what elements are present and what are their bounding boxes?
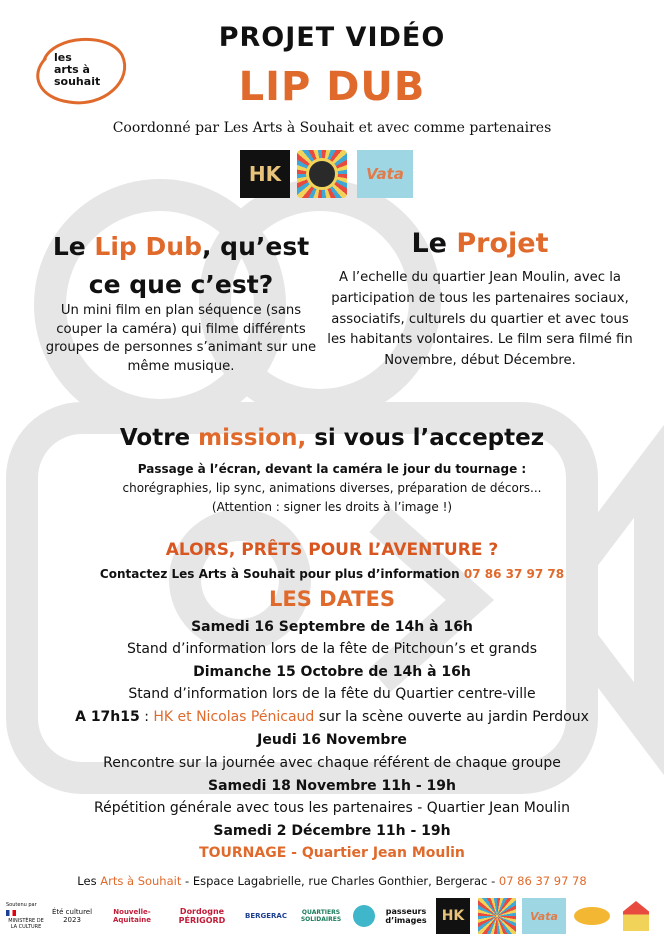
date-1-title: Samedi 16 Septembre de 14h à 16h — [191, 619, 473, 635]
date-2-title: Dimanche 15 Octobre de 14h à 16h — [193, 664, 471, 680]
logo-line-1: les — [54, 51, 72, 64]
partner-logo-center — [306, 158, 338, 190]
festival-logo — [572, 898, 612, 934]
french-flag-icon — [6, 910, 16, 916]
call-to-adventure: ALORS, PRÊTS POUR L’AVENTURE ? — [165, 540, 499, 560]
lipdub-heading — [40, 228, 322, 304]
date-5-text: TOURNAGE - Quartier Jean Moulin — [199, 845, 465, 861]
date-2-extra-who: HK et Nicolas Pénicaud — [153, 709, 315, 725]
logo-line-3: souhait — [54, 75, 101, 88]
projet-heading-highlight: Projet — [456, 228, 549, 259]
lipdub-description: Un mini film en plan séquence (sans couper la caméra) qui filme différents groupes de personnes s’animant sur une même musique. — [45, 303, 317, 374]
mission-heading-post: si vous l’acceptez — [306, 425, 545, 451]
contact-text: Contactez Les Arts à Souhait pour plus d’information — [99, 567, 464, 581]
footer-org: Arts à Souhait — [100, 874, 182, 888]
date-2-extra-time: A 17h15 — [75, 709, 140, 725]
date-5-title: Samedi 2 Décembre 11h - 19h — [213, 823, 451, 839]
festival-logo-icon — [574, 907, 610, 925]
mission-heading-highlight: mission, — [198, 425, 307, 451]
footer-address-text: - Espace Lagabrielle, rue Charles Gonthier, Bergerac - — [181, 874, 499, 888]
circle-logo-icon — [353, 905, 375, 927]
ministere-logo — [6, 898, 46, 934]
quartiers-solidaires-logo: QUARTIERS SOLIDAIRES — [300, 909, 342, 923]
dates-heading: LES DATES — [268, 587, 395, 611]
ete-culturel-logo: Été culturel 2023 — [51, 908, 93, 924]
date-3-title: Jeudi 16 Novembre — [257, 732, 407, 748]
house-icon — [623, 901, 649, 931]
lipdub-heading-post: , qu’est ce que c’est? — [88, 232, 310, 299]
footer-guinguette-logo — [478, 898, 516, 934]
coordination-text: Coordonné par Les Arts à Souhait et avec comme partenaires — [112, 120, 552, 136]
nouvelle-aquitaine-logo: Nouvelle-Aquitaine — [112, 908, 151, 924]
date-1-text: Stand d’information lors de la fête de Pitchoun’s et grands — [126, 641, 538, 657]
bergerac-logo: BERGERAC — [245, 912, 287, 920]
lipdub-heading-highlight: Lip Dub — [94, 232, 202, 261]
mission-line-3: (Attention : signer les droits à l’image !) — [211, 500, 453, 514]
contact-line — [0, 567, 664, 581]
date-4-title: Samedi 18 Novembre 11h - 19h — [208, 778, 456, 794]
footer-vata-logo: Vata — [522, 898, 566, 934]
date-3-text: Rencontre sur la journée avec chaque référent de chaque groupe — [103, 755, 561, 771]
contact-phone-link[interactable]: 07 86 37 97 78 — [463, 567, 565, 581]
date-2-extra-rest: sur la scène ouverte au jardin Perdoux — [314, 709, 589, 725]
projet-heading — [320, 228, 640, 259]
mission-heading — [0, 425, 664, 451]
footer-hk-logo: HK — [436, 898, 470, 934]
footer-pre: Les — [77, 874, 101, 888]
date-2-extra-sep: : — [139, 709, 154, 725]
date-2-extra — [0, 709, 664, 725]
page-subtitle: LIP DUB — [238, 64, 426, 110]
partner-house-logo — [618, 898, 654, 934]
footer-address — [0, 874, 664, 888]
date-4-text: Répétition générale avec tous les partenaires - Quartier Jean Moulin — [94, 800, 570, 816]
page-title: PROJET VIDÉO — [218, 22, 446, 53]
lipdub-heading-pre: Le — [52, 232, 95, 261]
mission-line-1: Passage à l’écran, devant la caméra le jour du tournage : — [137, 462, 527, 476]
projet-description: A l’echelle du quartier Jean Moulin, avec la participation de tous les partenaires sociaux, associatifs, culturels du quartier et avec tous les habitants volontaires. Le film sera filmé fin Novembre, début Décembre. — [327, 270, 633, 369]
footer-phone-link[interactable]: 07 86 37 97 78 — [498, 874, 587, 888]
partner-logo-hk: HK — [240, 150, 290, 198]
mission-line-2: chorégraphies, lip sync, animations diverses, préparation de décors... — [122, 481, 542, 495]
ministere-label: MINISTÈRE DE LA CULTURE — [8, 918, 44, 930]
partner-logo-guinguette — [297, 150, 347, 198]
mission-heading-pre: Votre — [119, 425, 199, 451]
soutien-label: Soutenu par — [6, 902, 37, 908]
circle-logo — [352, 898, 376, 934]
logo-line-2: arts à — [54, 63, 90, 76]
passeurs-d-images-logo: passeurs d’images — [385, 907, 427, 925]
date-2-text: Stand d’information lors de la fête du Quartier centre-ville — [128, 686, 536, 702]
projet-heading-pre: Le — [411, 228, 457, 259]
partner-logo-vata: Vata — [357, 150, 413, 198]
dordogne-logo: Dordogne PÉRIGORD — [178, 907, 226, 925]
